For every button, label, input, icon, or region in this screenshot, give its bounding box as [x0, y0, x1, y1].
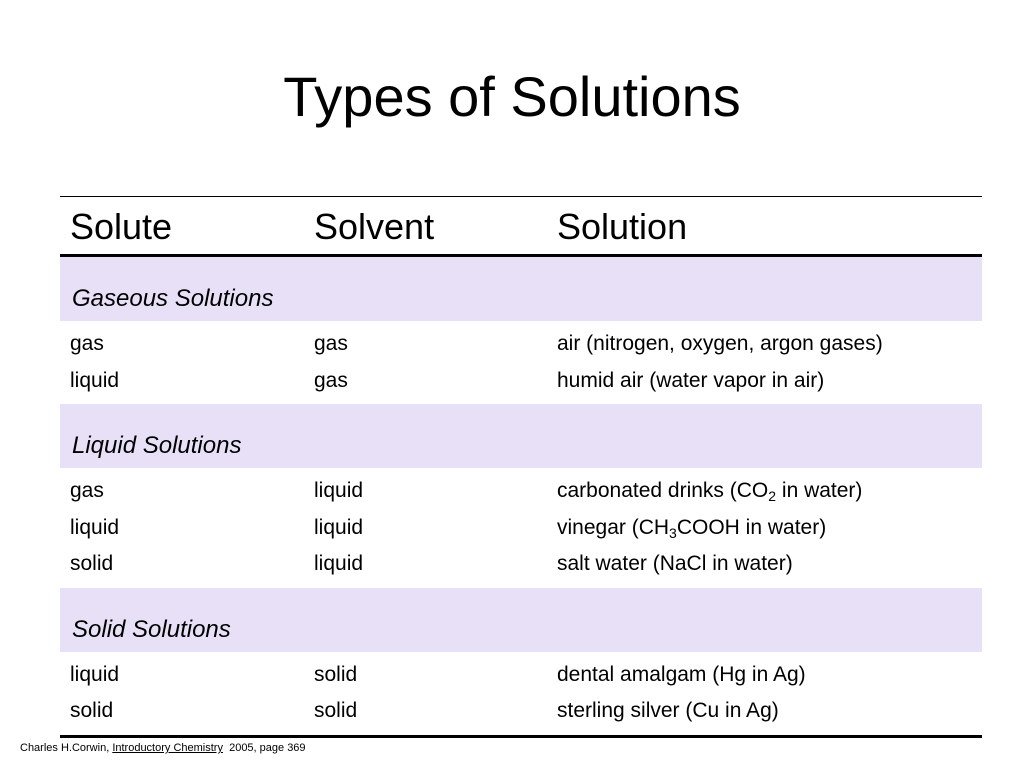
- cell-solvent: liquid: [314, 479, 364, 502]
- solutions-table: [60, 196, 982, 738]
- cell-solution: air (nitrogen, oxygen, argon gases): [557, 332, 883, 355]
- cell-solute: gas: [70, 332, 104, 355]
- cell-solvent: gas: [314, 368, 348, 392]
- table-header-row: [60, 197, 982, 257]
- citation: [20, 741, 306, 755]
- cell-solution: salt water (NaCl in water): [557, 552, 793, 575]
- table-row: [60, 547, 982, 584]
- citation-book-title: Introductory Chemistry: [112, 742, 223, 754]
- section-solid: [60, 588, 982, 652]
- table-row: [60, 364, 982, 401]
- solution-text: in water): [776, 479, 863, 502]
- section-rows: [60, 468, 982, 588]
- header-solute: Solute: [70, 206, 173, 247]
- cell-solute: liquid: [70, 515, 120, 539]
- cell-solvent: gas: [314, 332, 348, 355]
- section-liquid: [60, 404, 982, 468]
- cell-solution: humid air (water vapor in air): [557, 368, 825, 392]
- header-solution: Solution: [557, 206, 688, 247]
- section-label: Gaseous Solutions: [72, 285, 274, 312]
- solution-text: carbonated drinks (CO: [557, 479, 769, 502]
- cell-solvent: solid: [314, 662, 358, 686]
- cell-solute: solid: [70, 552, 114, 575]
- section-label: Liquid Solutions: [72, 432, 242, 459]
- solution-text: vinegar (CH: [557, 515, 670, 539]
- cell-solution: dental amalgam (Hg in Ag): [557, 662, 806, 686]
- cell-solute: solid: [70, 699, 114, 722]
- header-solvent: Solvent: [314, 206, 435, 247]
- cell-solvent: liquid: [314, 552, 364, 575]
- table-row: [60, 474, 982, 511]
- table-row: [60, 658, 982, 695]
- cell-solute: liquid: [70, 368, 120, 392]
- slide-title: Types of Solutions: [283, 65, 741, 128]
- table-row: [60, 511, 982, 548]
- cell-solution: [557, 515, 826, 541]
- citation-author: Charles H.Corwin,: [20, 742, 113, 754]
- cell-solute: liquid: [70, 662, 120, 686]
- table-row: [60, 327, 982, 364]
- section-rows: [60, 321, 982, 404]
- cell-solute: gas: [70, 479, 104, 502]
- cell-solvent: solid: [314, 699, 358, 722]
- citation-details: 2005, page 369: [222, 742, 306, 754]
- cell-solvent: liquid: [314, 515, 364, 539]
- section-rows: [60, 652, 982, 735]
- section-label: Solid Solutions: [72, 615, 231, 643]
- cell-solution: [557, 478, 862, 504]
- subscript: 3: [669, 524, 677, 541]
- section-gaseous: [60, 257, 982, 321]
- cell-solution: sterling silver (Cu in Ag): [557, 699, 779, 722]
- table-row: [60, 694, 982, 731]
- solution-text: COOH in water): [676, 515, 827, 539]
- subscript: 2: [768, 488, 777, 504]
